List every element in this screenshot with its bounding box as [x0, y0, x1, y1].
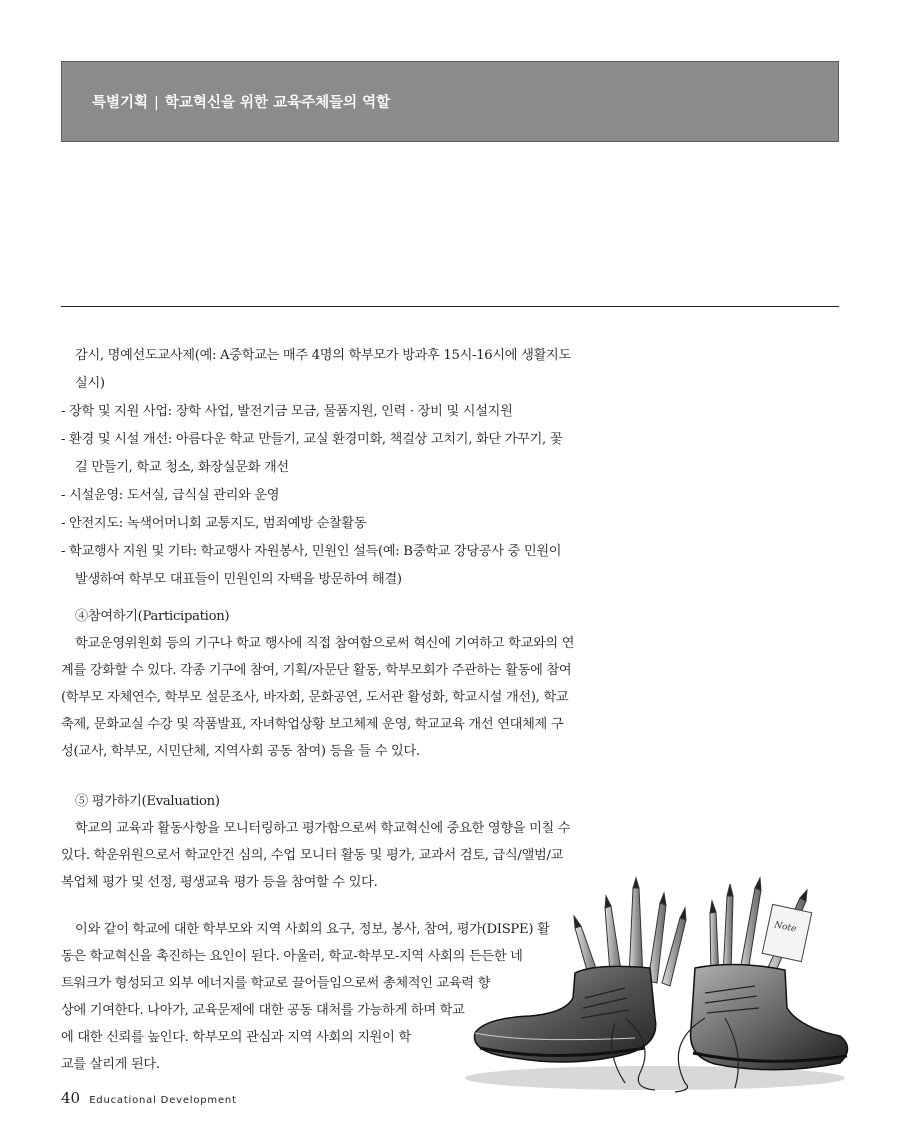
notepad-label: Note — [773, 920, 798, 935]
publication-name: Educational Development — [89, 1095, 237, 1106]
text-line: 감시, 명예선도교사제(예: A중학교는 매주 4명의 학부모가 방과후 15시-16시에 생활지도 — [75, 348, 571, 363]
text-line: 학교운영위원회 등의 기구나 학교 행사에 직접 참여함으로써 혁신에 기여하고 학교와의 연 — [75, 636, 575, 651]
text-line: 있다. 학운위원으로서 학교안건 심의, 수업 모니터 활동 및 평가, 교과서 검토, 급식/앨범/교 — [61, 848, 564, 863]
text-line: 이와 같이 학교에 대한 학부모와 지역 사회의 요구, 정보, 봉사, 참여, 평가(DISPE) 활 — [75, 922, 550, 937]
text-line: 학교의 교육과 활동사항을 모니터링하고 평가함으로써 학교혁신에 중요한 영향을 미칠 수 — [75, 821, 571, 836]
text-line: 동은 학교혁신을 촉진하는 요인이 된다. 아울러, 학교-학부모-지역 사회의 든든한 네 — [61, 949, 523, 964]
text-line: 복업체 평가 및 선정, 평생교육 평가 등을 참여할 수 있다. — [61, 875, 378, 890]
page-footer — [61, 1088, 237, 1107]
list-item: - 안전지도: 녹색어머니회 교통지도, 범죄예방 순찰활동 — [61, 516, 367, 531]
list-item: - 장학 및 지원 사업: 장학 사업, 발전기금 모금, 물품지원, 인력 · 장비 및 시설지원 — [61, 404, 513, 419]
list-item: - 시설운영: 도서실, 급식실 관리와 운영 — [61, 488, 280, 503]
header-category: 특별기획 — [92, 95, 149, 111]
text-line: 길 만들기, 학교 청소, 화장실문화 개선 — [75, 460, 289, 475]
header-band — [61, 61, 839, 142]
text-line: (학부모 자체연수, 학부모 설문조사, 바자회, 문화공연, 도서관 활성화, 학교시설 개선), 학교 — [61, 690, 569, 705]
text-line: 축제, 문화교실 수강 및 작품발표, 자녀학업상황 보고체제 운영, 학교교육 개선 연대체제 구 — [61, 717, 564, 732]
section-heading: ④참여하기(Participation) — [75, 609, 230, 624]
notepad — [762, 904, 812, 961]
header-title — [92, 91, 390, 112]
page-number: 40 — [61, 1089, 81, 1107]
text-line: 계를 강화할 수 있다. 각종 기구에 참여, 기획/자문단 활동, 학부모회가 주관하는 활동에 참여 — [61, 663, 572, 678]
text-line: 발생하여 학부모 대표들이 민원인의 자택을 방문하여 해결) — [75, 572, 402, 587]
text-line: 성(교사, 학부모, 시민단체, 지역사회 공동 참여) 등을 들 수 있다. — [61, 744, 420, 759]
text-line: 에 대한 신뢰를 높인다. 학부모의 관심과 지역 사회의 지원이 학 — [61, 1030, 411, 1045]
text-line: 상에 기여한다. 나아가, 교육문제에 대한 공동 대처를 가능하게 하며 학교 — [61, 1003, 465, 1018]
section-divider — [61, 306, 839, 307]
text-line: 트워크가 형성되고 외부 에너지를 학교로 끌어들임으로써 총체적인 교육력 향 — [61, 976, 491, 991]
section-heading: ⑤ 평가하기(Evaluation) — [75, 794, 220, 809]
header-title-text: 학교혁신을 위한 교육주체들의 역할 — [164, 95, 391, 111]
list-item: - 환경 및 시설 개선: 아름다운 학교 만들기, 교실 환경미화, 책걸상 고치기, 화단 가꾸기, 꽃 — [61, 432, 563, 447]
header-separator: | — [154, 95, 159, 111]
list-item: - 학교행사 지원 및 기타: 학교행사 자원봉사, 민원인 설득(예: B중학교 강당공사 중 민원이 — [61, 544, 562, 559]
text-line: 실시) — [75, 376, 105, 391]
text-line: 교를 살리게 된다. — [61, 1057, 160, 1072]
boots-with-pencils-illustration — [455, 868, 855, 1094]
